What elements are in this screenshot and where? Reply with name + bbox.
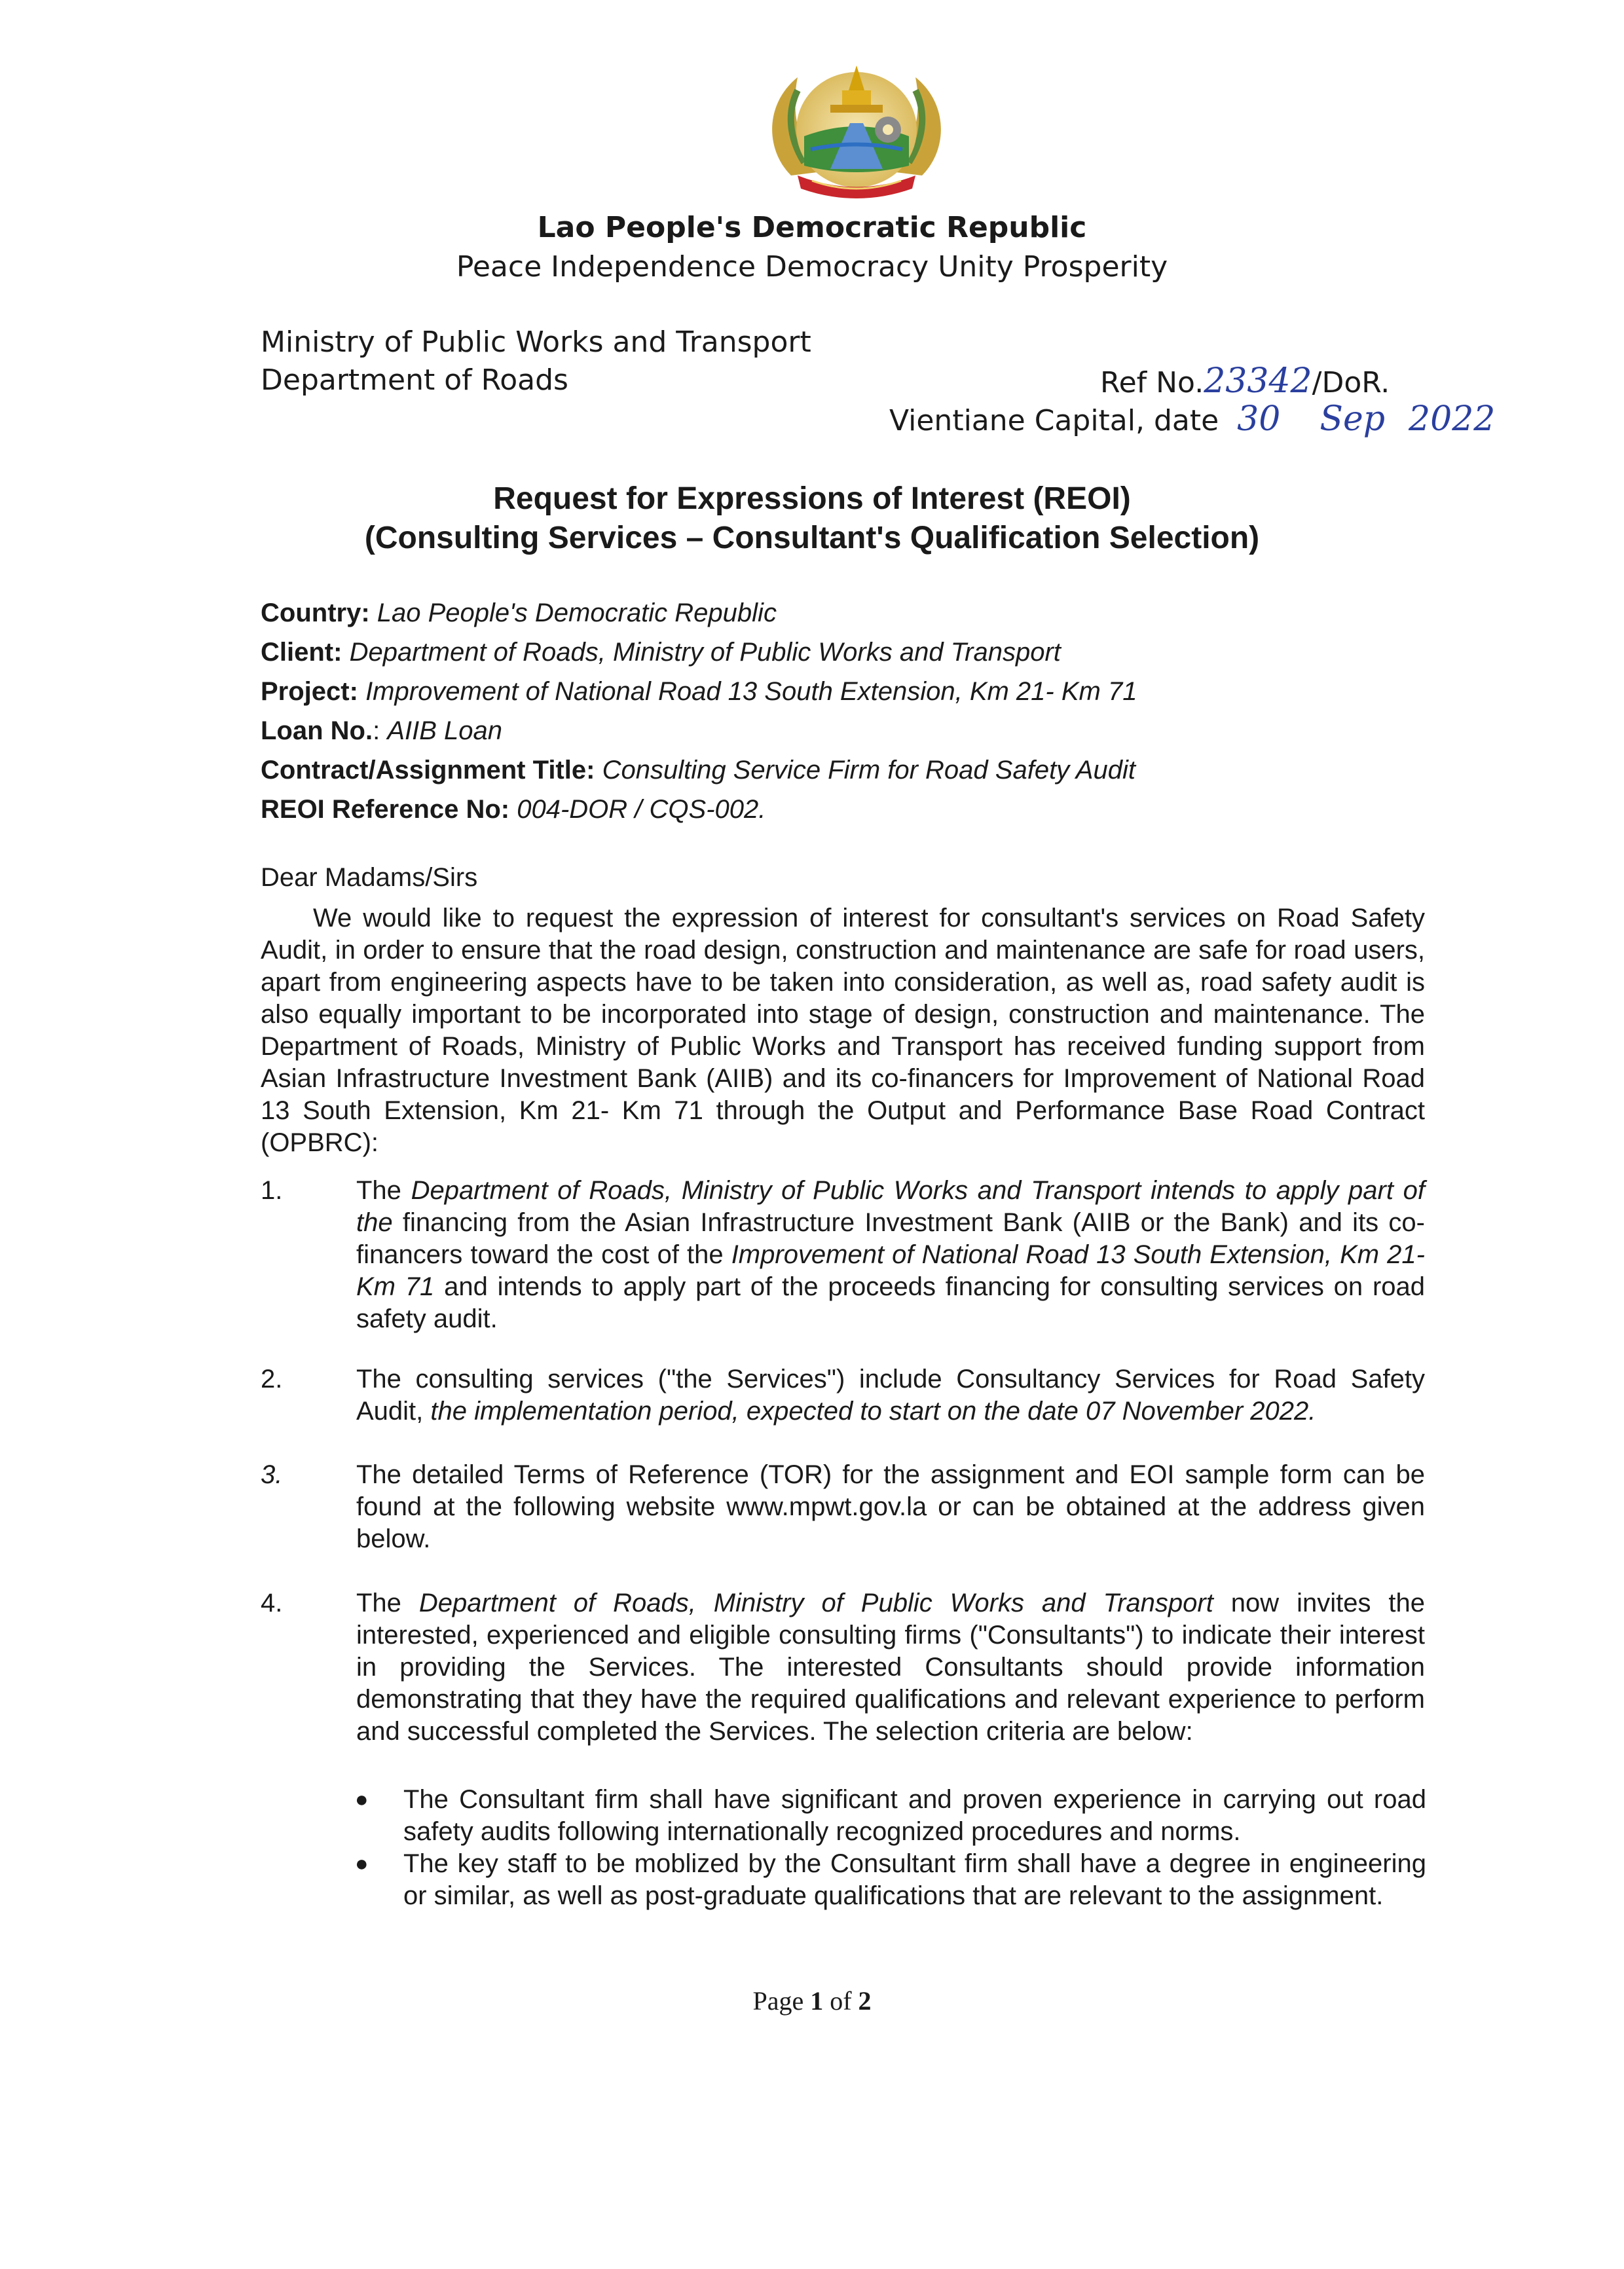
date-year-handwritten: 2022 [1409, 399, 1496, 439]
date-prefix: Vientiane Capital, date [889, 404, 1219, 437]
ministry-name: Ministry of Public Works and Transport [261, 325, 811, 359]
salutation: Dear Madams/Sirs [261, 863, 478, 892]
info-client: Client: Department of Roads, Ministry of Public Works and Transport [261, 638, 1061, 667]
page-number: Page 1 of 2 [752, 1986, 872, 2016]
country-heading: Lao People's Democratic Republic [537, 211, 1087, 244]
date-day-handwritten: 30 [1237, 399, 1281, 439]
sender-block [261, 323, 811, 399]
lao-national-emblem-icon [752, 51, 961, 208]
document-title [0, 479, 1624, 558]
title-line-2: (Consulting Services – Consultant's Qualification Selection) [364, 521, 1260, 555]
national-motto: Peace Independence Democracy Unity Prosperity [456, 250, 1168, 284]
intro-paragraph: We would like to request the expression of interest for consultant's services on Road Safety Audit, in order to ensure that the road design, construction and maintenance are safe for road users, apart from engineering aspects have to be taken into consideration, as well as, road safety audit is also equally important to be incorporated into stage of design, construction and maintenance. The Department of Roads, Ministry of Public Works and Transport has received funding support from Asian Infrastructure Investment Bank (AIIB) and its co-financers for Improvement of National Road 13 South Extension, Km 21- Km 71 through the Output and Performance Base Road Contract (OPBRC): [261, 904, 1425, 1157]
ref-number-handwritten: 23342 [1204, 361, 1312, 401]
ref-suffix: /DoR. [1312, 366, 1390, 399]
date-month-handwritten: Sep [1320, 399, 1386, 439]
info-contract-title: Contract/Assignment Title: Consulting Service Firm for Road Safety Audit [261, 756, 1135, 784]
title-line-1: Request for Expressions of Interest (REOI) [493, 481, 1131, 516]
reference-date [889, 399, 1495, 439]
department-name: Department of Roads [261, 363, 568, 397]
info-project: Project: Improvement of National Road 13 South Extension, Km 21- Km 71 [261, 677, 1137, 706]
info-reoi-reference: REOI Reference No: 004-DOR / CQS-002. [261, 795, 766, 824]
document-page: Lao People's Democratic Republic Peace Independence Democracy Unity Prosperity Ministry of Public Works and Transport Department of Roads Ref No.23342/DoR. Vientiane Capital, date 30 Sep 2022 Request for Expressions of Interest (REOI) (Consulting Services – Consultant's Qualification Selection) Country: Lao People's Democratic Republic Client: Department of Roads, Ministry of Public Works and Transport Project: Improvement of National Road 13 South Extension, Km 21- Km 71 Loan No.: AIIB Loan Contract/Assignment Title: Consulting Service Firm for Road Safety Audit REOI Reference No: 004-DOR / CQS-002. Dear Madams/Sirs We would like to request the expression of interest for consultant's services on Road Safety Audit, in order to ensure that the road design, construction and maintenance are safe for road users, apart from engineering aspects have to be taken into consideration, as well as, road safety audit is also equally important to be incorporated into stage of design, construction and maintenance. The Department of Roads, Ministry of Public Works and Transport has received funding support from Asian Infrastructure Investment Bank (AIIB) and its co-financers for Improvement of National Road 13 South Extension, Km 21- Km 71 through the Output and Performance Base Road Contract (OPBRC): 1. The Department of Roads, Ministry of Public Works and Transport intends to apply part of the financing from the Asian Infrastructure Investment Bank (AIIB or the Bank) and its co-financers toward the cost of the Improvement of National Road 13 South Extension, Km 21- Km 71 and intends to apply part of the proceeds financing for consulting services on road safety audit. 2. The consulting services ("the Services") include Consultancy Services for Road Safety Audit, the implementation period, expected to start on the date 07 November 2022. 3. The detailed Terms of Reference (TOR) for the assignment and EOI sample form can be found at the following website www.mpwt.gov.la or can be obtained at the address given below. 4. The Department of Roads, Ministry of Public Works and Transport now invites the interested, experienced and eligible consulting firms ("Consultants") to indicate their interest in providing the Services. The interested Consultants should provide information demonstrating that they have the required qualifications and relevant experience to perform and successful completed the Services. The selection criteria are below: ● The Consultant firm shall have significant and proven experience in carrying out road safety audits following internationally recognized procedures and norms. ● The key staff to be moblized by the Consultant firm shall have a degree in engineering or similar, as well as post-graduate qualifications that are relevant to the assignment. Page 1 of 2 [0, 0, 1624, 2269]
info-loan: Loan No.: AIIB Loan [261, 716, 503, 745]
ref-prefix: Ref No. [1100, 366, 1204, 399]
info-country: Country: Lao People's Democratic Republic [261, 599, 777, 627]
assignment-info [261, 593, 1137, 829]
reference-number [1100, 361, 1390, 401]
